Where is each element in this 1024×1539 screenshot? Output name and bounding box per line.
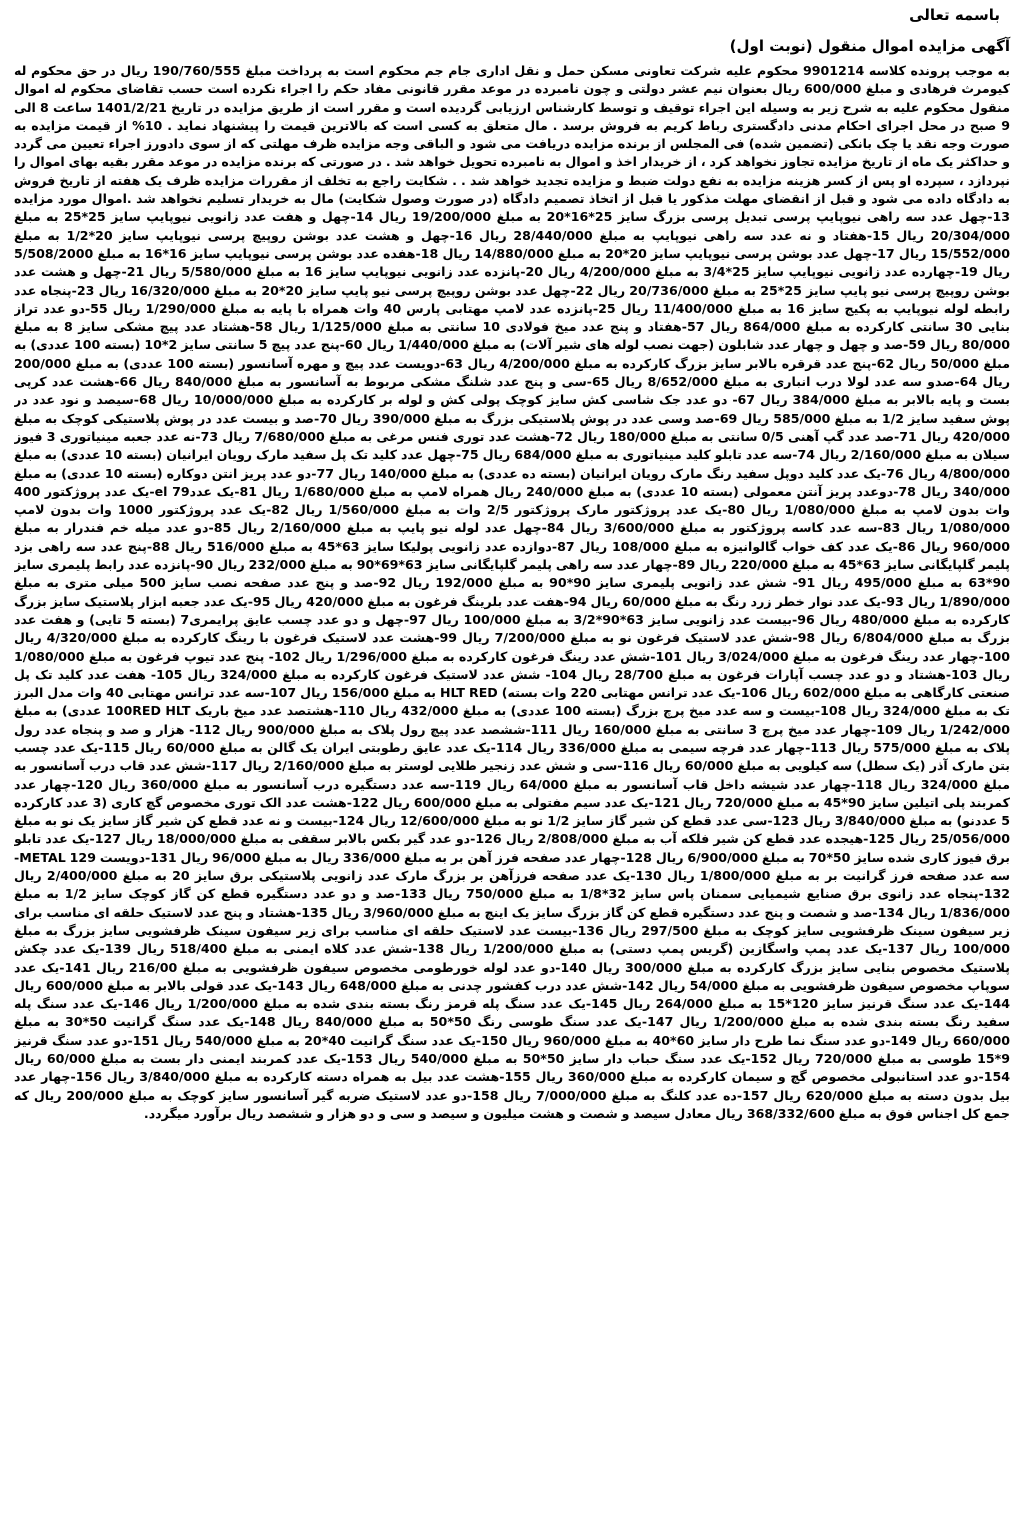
doc-header: باسمه تعالی [909,6,1000,24]
doc-body: به موجب پرونده کلاسه 9901214 محکوم علیه شرکت تعاونی مسکن حمل و نقل اداری جام جم محکوم است به پرداخت مبلغ 190/760/555 ریال در حق محکوم له کیومرث فرهادی و مبلغ 600/000 ریال بعنوان نیم عشر دولتی و چون نامبرده در موعد مقرر قانونی مفاد حکم را اجراء نکرده است حسب تقاضای محکوم له اموال منقول محکوم علیه به شرح زیر به وسیله این اجراء توقیف و توسط کارشناس ارزیابی گردیده است و مقرر است از طریق مزایده در تاریخ 1401/2/21 ساعت 8 الی 9 صبح در محل اجرای احکام مدنی دادگستری رباط کریم به فروش برسد . مال متعلق به کسی است که بالاترین قیمت را پیشنهاد نماید . 10% از قیمت مزایده به صورت وجه نقد یا چک بانکی (تضمین شده) فی المجلس از برنده مزایده دریافت می شود و الباقی وجه مزایده ظرف مهلتی که از سوی دادورز اجراء تعیین می گردد و حداکثر یک ماه از تاریخ مزایده تجاوز نخواهد کرد ، از خریدار اخذ و اموال به نامبرده تحویل خواهد شد . در صورتی که برنده مزایده در موعد مقرر بقیه بهای اموال را نپردازد ، سپرده او پس از کسر هزینه مزایده به نفع دولت ضبط و مزایده تجدید خواهد شد . . شکایت راجع به تخلف از مقررات مزایده ظرف یک هفته از تاریخ فروش به دادگاه داده می شود و قبل از انقضای مهلت مذکور یا قبل از اتخاذ تصمیم دادگاه (در صورت وصول شکایت) مال به خریدار تسلیم نخواهد شد .اموال مورد مزایده 13-چهل عدد سه راهی نیوپایپ پرسی تبدیل پرسی بزرگ سایز 25*16*20 به مبلغ 19/200/000 ریال 14-چهل و هفت عدد زانویی نیوپایپ سایز 25*25 به مبلغ 20/304/000 ریال 15-هفتاد و نه عدد سه راهی نیوپایپ به مبلغ 28/440/000 ریال 16-چهل و هشت عدد بوشن روپیچ پرسی نیوپایپ سایز 20*1/2 به مبلغ 15/552/000 ریال 17-چهل عدد بوشن پرسی نیوپایپ سایز 20*20 به مبلغ 14/880/000 ریال 18-هفده عدد بوشن پرسی نیوپایپ سایز 16*16 به مبلغ 5/508/2000 ریال 19-چهارده عدد زانویی نیوپایپ سایز 25*3/4 به مبلغ 4/200/000 ریال 20-پانزده عدد زانویی نیوپایپ سایز 16 به مبلغ 5/580/000 ریال 21-چهل و هشت عدد بوشن روپیچ پرسی نیو پایپ سایز 25*25 به مبلغ 20/736/000 ریال 22-چهل عدد بوشن روپیچ پرسی نیو پایپ سایز 20*20 به مبلغ 16/320/000 ریال 23-پنجاه عدد رابطه لوله نیوپایپ به پکیج سایز 16 به مبلغ 11/400/000 ریال 25-پانزده عدد لامپ مهتابی پارس 40 وات همراه با پایه به مبلغ 1/290/000 ریال 55-دو عدد تراز بنایی 30 سانتی کارکرده به مبلغ 864/000 ریال 57-هفتاد و پنج عدد میخ فولادی 10 سانتی به مبلغ 1/125/000 ریال 58-هشتاد عدد پیچ مشکی سایز 8 به مبلغ 80/000 ریال 59-صد و چهل و چهار عدد شابلون (جهت نصب لوله های شیر آلات) به مبلغ 1/440/000 ریال 60-پنج عدد پیچ 5 سانتی سایز 2*10 (بسته 100 عددی) به مبلغ 50/000 ریال 62-پنج عدد قرقره بالابر سایز بزرگ کارکرده به مبلغ 4/200/000 ریال 63-دویست عدد پیچ و مهره آسانسور (بسته 100 عددی) به مبلغ 200/000 ریال 64-صدو سه عدد لولا درب انباری به مبلغ 8/652/000 ریال 65-سی و پنج عدد شلنگ مشکی مربوط به آسانسور به مبلغ 840/000 ریال 66-هشت عدد کرپی بست و پایه بالابر به مبلغ 384/000 ریال 67- دو عدد جک شاسی کش سایز کوچک پولی کش و لوله بر کارکرده به مبلغ 10/000/000 ریال 68-سیصد و نود عدد در پوش سفید سایز 1/2 به مبلغ 585/000 ریال 69-صد وسی عدد در پوش پلاستیکی بزرگ به مبلغ 390/000 ریال 70-صد و بیست عدد در پوش پلاستیکی کوچک به مبلغ 420/000 ریال 71-صد عدد گپ آهنی 0/5 سانتی به مبلغ 180/000 ریال 72-هشت عدد توری فنس مرغی به مبلغ 7/680/000 ریال 73-نه عدد جعبه مینیاتوری 3 فیوز سیلان به مبلغ 2/160/000 ریال 74-سه عدد تابلو کلید مینیاتوری به مبلغ 684/000 ریال 75-چهل عدد کلید تک پل سفید مارک رویان ایرانیان (بسته 10 عددی) به مبلغ 4/800/000 ریال 76-یک عدد کلید دوپل سفید رنگ مارک رویان ایرانیان (بسته ده عددی) به مبلغ 140/000 ریال 77-دو عدد پریز انتن دوکاره (بسته 10 عددی) به مبلغ 340/000 ریال 78-دوعدد پریز آنتن معمولی (بسته 10 عددی) به مبلغ 240/000 ریال همراه لامپ به مبلغ 1/680/000 ریال 81-یک عددel 79-یک عدد پروژکتور 400 وات بدون لامپ به مبلغ 1/080/000 ریال 80-یک عدد پروژکتور مارک پروژکتور 2/5 وات به مبلغ 1/560/000 ریال 82-یک عدد پروژکتور 1000 وات بدون لامپ 1/080/000 ریال 83-سه عدد کاسه پروژکتور به مبلغ 3/600/000 ریال 84-چهل عدد لوله نیو پایپ به مبلغ 2/160/000 ریال 85-دو عدد میله خم فندرار به مبلغ 960/000 ریال 86-یک عدد کف خواب گالوانیزه به مبلغ 108/000 ریال 87-دوازده عدد زانویی پولیکا سایز 63*45 به مبلغ 516/000 ریال 88-پنج عدد سه راهی بزد پلیمر گلپایگانی سایز 63*45 به مبلغ 220/000 ریال 89-چهار عدد سه راهی پلیمر گلپایگانی سایز 63*69*90 به مبلغ 232/000 ریال 90-پانزده عدد رابط پلیمری سایز 90*63 به مبلغ 495/000 ریال 91- شش عدد زانویی پلیمری سایز 90*90 به مبلغ 192/000 ریال 92-صد و پنج عدد صفحه نصب سایز 500 میلی متری به مبلغ 1/890/000 ریال 93-یک عدد نوار خطر زرد رنگ به مبلغ 60/000 ریال 94-هفت عدد بلرینگ فرغون به مبلغ 420/000 ریال 95-یک عدد جعبه ابزار پلاستیک سایز بزرگ کارکرده به مبلغ 480/000 ریال 96-بیست عدد زانویی سایز 63*90*3/2 به مبلغ 100/000 ریال 97-چهل و دو عدد چسب عایق پرایمری7 (بسته 5 تایی) و هفت عدد بزرگ به مبلغ 6/804/000 ریال 98-شش عدد لاستیک فرغون نو به مبلغ 7/200/000 ریال 99-هشت عدد لاستیک فرغون با رینگ کارکرده به مبلغ 4/320/000 ریال 100-چهار عدد رینگ فرغون به مبلغ 3/024/000 ریال 101-شش عدد رینگ فرغون کارکرده به مبلغ 1/296/000 ریال 102- پنج عدد تیوپ فرغون به مبلغ 1/080/000 ریال 103-هشتاد و دو عدد چسب آپارات فرغون به مبلغ 28/700 ریال 104- شش عدد لاستیک فرغون کارکرده به مبلغ 324/000 ریال 105- هفت عدد کلید تک پل صنعتی کارگاهی به مبلغ 602/000 ریال 106-یک عدد ترانس مهتابی 220 وات بسته) HLT RED به مبلغ 156/000 ریال 107-سه عدد ترانس مهتابی 40 وات مدل البرز تک به مبلغ 324/000 ریال 108-بیست و سه عدد میخ پرچ بزرگ (بسته 100 عددی) به مبلغ 432/000 ریال 110-هشتصد عدد میخ باریک 100RED HLT عددی) به مبلغ 1/242/000 ریال 109-چهار عدد میخ پرچ 3 سانتی به مبلغ 160/000 ریال 111-ششصد عدد پیچ رول پلاک به مبلغ 900/000 ریال 112- هزار و صد و پنجاه عدد رول پلاک به مبلغ 575/000 ریال 113-چهار عدد فرچه سیمی به مبلغ 336/000 ریال 114-یک عدد عایق رطوبتی ایران یک گالن به مبلغ 60/000 ریال 115-یک عدد چسب بتن مارک آذر (یک سطل) سه کیلویی به مبلغ 60/000 ریال 116-سی و شش عدد زنجیر طلایی لوستر به مبلغ 2/160/000 ریال 117-شش عدد قاب درب آسانسور به مبلغ 324/000 ریال 118-چهار عدد شیشه داخل قاب آسانسور به مبلغ 64/000 ریال 119-سه عدد دستگیره درب آسانسور به مبلغ 360/000 ریال 120-چهار عدد کمربند پلی اتیلین سایز 90*45 به مبلغ 720/000 ریال 121-یک عدد سیم مفتولی به مبلغ 600/000 ریال 122-هشت عدد الک توری مخصوص گچ کاری (3 عدد کارکرده 5 عددنو) به مبلغ 3/840/000 ریال 123-سی عدد قطع کن شیر گاز سایز 1/2 نو به مبلغ 12/600/000 ریال 124-بیست و نه عدد قطع کن شیر گاز سایز یک نو به مبلغ 25/056/000 ریال 125-هیجده عدد قطع کن شیر فلکه آب به مبلغ 2/808/000 ریال 126-دو عدد گیر بکس بالابر سقفی به مبلغ 18/000/000 ریال 127-یک عدد تابلو برق فیوز کاری شده سایز 50*70 به مبلغ 6/900/000 ریال 128-چهار عدد صفحه فرز آهن بر به مبلغ 336/000 ریال به مبلغ 96/000 ریال 131-دویست METAL 129-سه عدد صفحه فرز گرانیت بر به مبلغ 1/800/000 ریال 130-یک عدد صفحه فرزآهن بر بزرگ مارک عدد زانویی پلاستیکی برق سایز 20 به مبلغ 2/400/000 ریال 132-پنجاه عدد زانوی برق صنایع شیمیایی سمنان پاس سایز 32*1/8 به مبلغ 750/000 ریال 133-صد و دو عدد دستگیره قطع کن گاز کوچک سایز 1/2 به مبلغ 1/836/000 ریال 134-صد و شصت و پنج عدد دستگیره قطع کن گاز بزرگ سایز یک اینچ به مبلغ 3/960/000 ریال 135-هشتاد و پنج عدد لاستیک حلقه ای مناسب برای زیر سیفون سینک ظرفشویی سایز کوچک به مبلغ 297/500 ریال 136-بیست عدد لاستیک حلقه ای مناسب برای زیر سیفون سینک ظرفشویی سایز بزرگ به مبلغ 100/000 ریال 137-یک عدد پمپ واسگازین (گریس پمپ دستی) به مبلغ 1/200/000 ریال 138-شش عدد کلاه ایمنی به مبلغ 518/400 ریال 139-یک عدد چکش پلاستیک مخصوص بنایی سایز بزرگ کارکرده به مبلغ 300/000 ریال 140-دو عدد لوله خورطومی مخصوص سیفون ظرفشویی به مبلغ 216/00 ریال 141-یک عدد سوپاپ مخصوص سیفون ظرفشویی به مبلغ 54/000 ریال 142-شش عدد درب کفشور چدنی به مبلغ 648/000 ریال 143-یک عدد قولی بالابر به مبلغ 600/000 ریال 144-یک عدد سنگ قرنیز سایز 120*15 به مبلغ 264/000 ریال 145-یک عدد سنگ پله قرمز رنگ بسته بندی شده به مبلغ 1/200/000 ریال 146-یک عدد سنگ پله سفید رنگ بسته بندی شده به مبلغ 1/200/000 ریال 147-یک عدد سنگ طوسی رنگ 50*50 به مبلغ 840/000 ریال 148-یک عدد سنگ گرانیت 50*30 به مبلغ 660/000 ریال 149-دو عدد سنگ نما طرح دار سایز 60*40 به مبلغ 960/000 ریال 150-یک عدد سنگ گرانیت 40*20 به مبلغ 540/000 ریال 151-دو عدد سنگ قرنیز 9*15 طوسی به مبلغ 720/000 ریال 152-یک عدد سنگ حباب دار سایز 50*50 به مبلغ 540/000 ریال 153-یک عدد کمربند ایمنی دار بست به مبلغ 60/000 ریال 154-دو عدد استانبولی مخصوص گچ و سیمان کارکرده به مبلغ 360/000 ریال 155-هشت عدد بیل به همراه دسته کارکرده به مبلغ 3/840/000 ریال 156-چهار عدد بیل بدون دسته به مبلغ 620/000 ریال 157-ده عدد کلنگ به مبلغ 7/000/000 ریال 158-دو عدد لاستیک ضربه گیر آسانسور سایز کوچک به مبلغ 200/000 ریال که جمع کل اجناس فوق به مبلغ 368/332/600 ریال معادل سیصد و شصت و هشت میلیون و سیصد و سی و دو هزار و ششصد ریال برآورد میگردد. [14,63,1010,1121]
doc-title: آگهی مزایده اموال منقول (نوبت اول) [729,37,1010,55]
